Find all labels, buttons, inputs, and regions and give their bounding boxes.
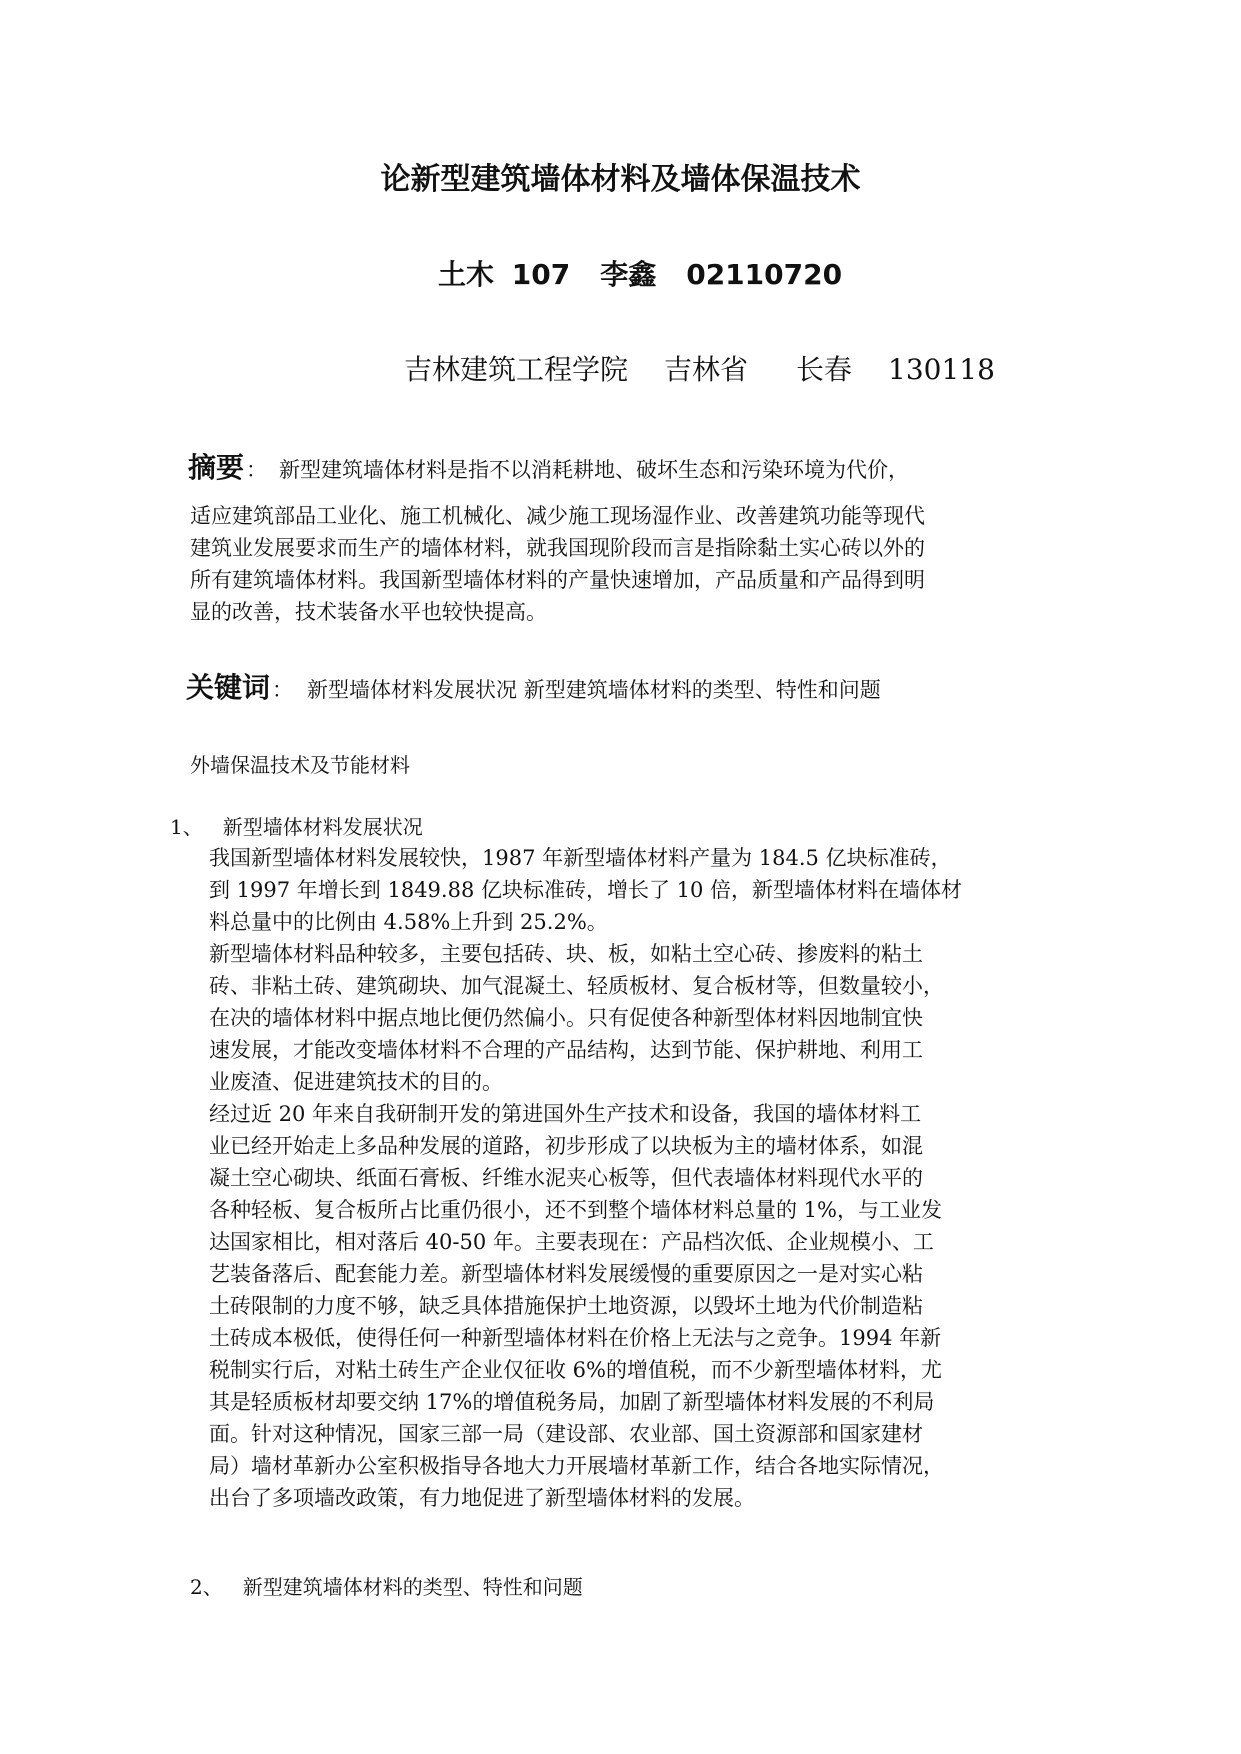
body-line: 面。针对这种情况，国家三部一局（建设部、农业部、国土资源部和国家建材: [209, 1422, 923, 1446]
abstract-first-text: 新型建筑墙体材料是指不以消耗耕地、破坏生态和污染环境为代价，: [279, 458, 910, 482]
author-name: 李鑫: [600, 258, 657, 291]
abstract-heading: 摘要: [188, 451, 245, 484]
body-line: 土砖成本极低，使得任何一种新型墙体材料在价格上无法与之竞争。1994 年新: [209, 1326, 942, 1350]
body-line: 新型墙体材料品种较多，主要包括砖、块、板，如粘土空心砖、掺废料的粘土: [209, 942, 923, 966]
affiliation-postcode: 130118: [888, 353, 995, 386]
body-line: 速发展，才能改变墙体材料不合理的产品结构，达到节能、保护耕地、利用工: [209, 1038, 923, 1062]
body-line: 局）墙材革新办公室积极指导各地大力开展墙材革新工作，结合各地实际情况，: [209, 1454, 944, 1478]
body-line: 出台了多项墙改政策，有力地促进了新型墙体材料的发展。: [209, 1486, 755, 1510]
keywords-text: 新型墙体材料发展状况 新型建筑墙体材料的类型、特性和问题: [307, 678, 881, 702]
body-line: 到 1997 年增长到 1849.88 亿块标准砖，增长了 10 倍，新型墙体材料在墙体材: [209, 878, 963, 902]
section-2-number: 2、: [190, 1575, 223, 1599]
section-1-heading: [170, 812, 423, 842]
abstract-line: 所有建筑墙体材料。我国新型墙体材料的产量快速增加，产品质量和产品得到明: [190, 568, 925, 592]
body-line: 业已经开始走上多品种发展的道路，初步形成了以块板为主的墙材体系，如混: [209, 1134, 923, 1158]
keywords-continuation: 外墙保温技术及节能材料: [190, 753, 410, 777]
section-1-number: 1、: [170, 815, 203, 839]
affiliation-line: [404, 352, 995, 388]
author-class: 土木 107: [438, 258, 571, 291]
section-2-title: 新型建筑墙体材料的类型、特性和问题: [242, 1575, 583, 1599]
body-line: 其是轻质板材却要交纳 17%的增值税务局，加剧了新型墙体材料发展的不利局: [209, 1390, 935, 1414]
body-line: 各种轻板、复合板所占比重仍很小，还不到整个墙体材料总量的 1%，与工业发: [209, 1198, 942, 1222]
body-line: 达国家相比，相对落后 40-50 年。主要表现在：产品档次低、企业规模小、工: [209, 1230, 934, 1254]
abstract-body: [190, 500, 1060, 628]
body-line: 艺装备落后、配套能力差。新型墙体材料发展缓慢的重要原因之一是对实心粘: [209, 1262, 923, 1286]
keywords-heading: 关键词: [186, 671, 271, 704]
body-line: 凝土空心砌块、纸面石膏板、纤维水泥夹心板等，但代表墙体材料现代水平的: [209, 1166, 923, 1190]
section-2-heading: [190, 1572, 583, 1602]
section-1-body: [209, 842, 1059, 1514]
abstract-line: 适应建筑部品工业化、施工机械化、减少施工现场湿作业、改善建筑功能等现代: [190, 504, 925, 528]
affiliation-province: 吉林省: [664, 353, 749, 386]
affiliation-school: 吉林建筑工程学院: [404, 353, 629, 386]
body-line: 税制实行后，对粘土砖生产企业仅征收 6%的增值税，而不少新型墙体材料，尤: [209, 1358, 942, 1382]
body-line: 经过近 20 年来自我研制开发的第进国外生产技术和设备，我国的墙体材料工: [209, 1102, 922, 1126]
body-line: 土砖限制的力度不够，缺乏具体措施保护土地资源，以毁坏土地为代价制造粘: [209, 1294, 923, 1318]
body-line: 砖、非粘土砖、建筑砌块、加气混凝土、轻质板材、复合板材等，但数量较小，: [209, 974, 944, 998]
affiliation-city: 长春: [796, 353, 853, 386]
keywords-line: [186, 670, 881, 708]
author-student-id: 02110720: [686, 258, 843, 291]
page-title: 论新型建筑墙体材料及墙体保温技术: [380, 162, 861, 197]
body-line: 料总量中的比例由 4.58%上升到 25.2%。: [209, 910, 608, 934]
abstract-line: 显的改善，技术装备水平也较快提高。: [190, 600, 547, 624]
body-line: 我国新型墙体材料发展较快，1987 年新型墙体材料产量为 184.5 亿块标准砖，: [209, 846, 952, 870]
body-line: 在决的墙体材料中据点地比便仍然偏小。只有促使各种新型体材料因地制宜快: [209, 1006, 923, 1030]
abstract-first-line: [188, 450, 909, 488]
author-line: [438, 257, 842, 293]
section-1-title: 新型墙体材料发展状况: [222, 815, 423, 839]
keywords-colon: ：: [272, 678, 294, 702]
body-line: 业废渣、促进建筑技术的目的。: [209, 1070, 503, 1094]
abstract-colon: ：: [246, 458, 268, 482]
abstract-line: 建筑业发展要求而生产的墙体材料，就我国现阶段而言是指除黏土实心砖以外的: [190, 536, 925, 560]
